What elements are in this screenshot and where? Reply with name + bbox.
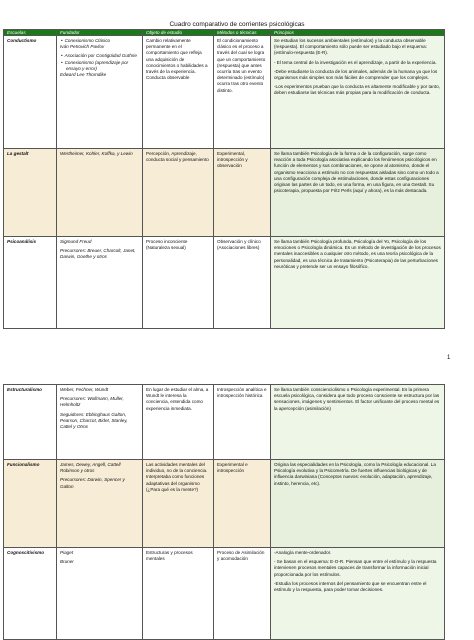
founders-cell [57, 149, 143, 237]
table-row [4, 460, 445, 548]
object-of-study: En lugar de estudiar el alma, a Wundt le interesa la conciencia, entendida como experiencia inmediata. [143, 385, 214, 460]
founder-entry: Seguidores: Ebbinghaus Galton, Pearson, Charcot, Bidet, Stanley, Cattel y Otros [60, 411, 128, 430]
page-number: 1 [447, 355, 451, 361]
principle-paragraph: -Los experimentos prueban que la conducta es altamente modificable y por tanto, deben estudiarse las técnicas más propias para la modificación de conducta. [274, 84, 440, 96]
founders-cell [57, 460, 143, 548]
methods-cell: Observación y clínico (Asociaciones libres) [214, 237, 271, 329]
table-row [4, 237, 445, 329]
object-of-study: Proceso inconciente (Naturaleza sexual) [143, 237, 214, 329]
principles-cell [271, 36, 445, 149]
column-header: Fundador [57, 30, 143, 36]
methods-cell: Experimental, introspección y observación [214, 149, 271, 237]
founder-entry: Precursores: Darwin, Spencer y Galton [60, 477, 125, 489]
founder-entry: • Conexionismo Clásico [66, 38, 139, 44]
founder-entry: James, Dewey, Angell, Cattell Robinson y otros [60, 462, 121, 474]
founders-cell [57, 385, 143, 460]
column-header: Principios [271, 30, 445, 36]
founder-entry: Iván Petrovich Pavlov [60, 44, 105, 50]
founder-entry: Piaget [60, 550, 74, 555]
comparison-table-page-2 [3, 384, 445, 640]
principle-paragraph: -Estudia los procesos internos del pensamiento que se encuentran entre el estímulo y la respuesta, para poder tomar decisiones. [274, 580, 427, 593]
object-of-study: Las actividades mentales del individuo, no de la conciencia. Interpretaba como funciones adaptativas del organismo (¿Para qué es la mente?) [143, 460, 214, 548]
table-row [4, 36, 445, 149]
principles-cell [271, 548, 445, 640]
object-of-study: Estructuras y procesos mentales [143, 548, 214, 640]
founder-entry: Edward Lee Thorndike [60, 72, 107, 78]
object-of-study: Cambio relativamente permanente en el comportamiento que refleja una adquisición de conocimientos o habilidades a través de la experiencia. Conducta observable [143, 36, 214, 149]
school-name: Psicoanálisis [4, 237, 57, 329]
principle-paragraph: Se estudian los sucesos ambientales (estímulos) y la conducta observable (respuesta). El comportamiento sólo puede ser estudiado bajo el esquema: (estímulo-respuesta (E-R). [274, 38, 427, 56]
principle-paragraph: -Debe estudiarse la conducta de los animales, además de la humana ya que los organismos más simples son más fáciles de comprender que los complejos. [274, 68, 438, 81]
founders-cell [57, 237, 143, 329]
principle-paragraph: Origina las especialidades en la Psicología, como la Psicología educacional. La Psicología evolutiva y la Psicometría. De fuertes influencias biológicas y de influencia darwiniana (Conceptos nuevos: evolución, adaptación, aprendizaje, instinto, herencia, etc). [274, 462, 436, 486]
principle-paragraph: Se llama también Psicología profunda, Psicología del Yo, Psicología de los emociones o Psicología dinámica. Es un método de investigación de los procesos mentales inaccesibles a cualquier otro método, es una teoría psicológica de la personalidad, es una técnica de tratamiento (Psicoterapia) de las perturbaciones neuróticas y pretende ser un ensayo filosófico. [274, 239, 441, 269]
principles-cell [271, 460, 445, 548]
document-title: Cuadro comparativo de corrientes psicológicas [169, 21, 305, 28]
founder-entry: Precursores: Breuer, Charcolt, Janet, Darwin, Goethe y otros [60, 248, 136, 260]
founder-entry: Precursores: Wollmann, Muller, Helmholtz [60, 396, 124, 408]
methods-cell: Introspección analítica e introspección histórica [214, 385, 271, 460]
founders-cell [57, 36, 143, 149]
founder-entry: Wertheimer, Kohler, Koffka, y Lewin [60, 151, 133, 156]
principle-paragraph: -Analogía mente-ordenador. [274, 550, 332, 555]
principle-paragraph: Se llama también conscienciolismo o Psicología experimental. Es la primera escuela psicológica, considera que todo proceso consciente se estructura por las sensaciones, imágenes y sentimientos. El factor unificante del proceso mental es la apercepción (asimilación) [274, 387, 440, 411]
methods-cell: El condicionamiento clásico es el proceso a través del cual se logra que un comportamiento (respuesta) que antes ocurría tras un evento determinado (estímulo) ocurra tras otro evento distinto. [214, 36, 271, 149]
object-of-study: Percepción, Aprendizaje, conducta social y pensamiento [143, 149, 214, 237]
principles-cell [271, 149, 445, 237]
comparison-table-page-1 [3, 29, 445, 329]
school-name: Conductismo [4, 36, 57, 149]
founder-entry: • Asociación por Contigüidad Guthrie [66, 53, 139, 59]
school-name: Cognoscitivismo [4, 548, 57, 640]
table-row [4, 385, 445, 460]
school-name: Funcionalismo [4, 460, 57, 548]
principle-paragraph: - Se basan en el esquema: E-O-R. Piensan que entre el estímulo y la respuesta intervienen procesos mentales capaces de transformar la información inicial proporcionada por los estímulos. [274, 559, 437, 577]
founder-entry: Weber, Fechner, Wundt [60, 387, 109, 392]
school-name: La gestalt [4, 149, 57, 237]
principles-cell [271, 385, 445, 460]
table-row [4, 548, 445, 640]
column-header: Métodos o técnicas [214, 30, 271, 36]
principles-cell [271, 237, 445, 329]
column-header: Escuelas [4, 30, 57, 36]
methods-cell: Experimental e introspección [214, 460, 271, 548]
founder-entry: • Conexionismo (aprendizaje por ensayo y error) [66, 60, 139, 72]
table-row [4, 149, 445, 237]
founders-cell [57, 548, 143, 640]
founder-entry: Sigmund Freud [60, 239, 92, 244]
methods-cell: Proceso de Asimilación y acomodación [214, 548, 271, 640]
column-header: Objeto de estudio [143, 30, 214, 36]
principle-paragraph: Se llama también Psicología de la forma o de la configuración, surge como reacción a toda Psicología asociativa explicando los fenómenos psicológicos en función de elementos y sus combinaciones, se opone al atomismo, donde el organismo reacciona a estímulo no con respuestas aisladas sino como un todo a una configuración compleja de estimulaciones, donde estas configuraciones originan las partes de un todo, en una forma, en una figura, en una Gestalt. Su psicoterapia, propuesta por Fritz Perls (aquí y ahora), es la más destacada. [274, 151, 439, 194]
founder-entry: Bruner [60, 559, 74, 565]
school-name: Estructuralismo [4, 385, 57, 460]
principle-paragraph: - El tema central de la investigación es el aprendizaje, a partir de la experiencia. [274, 59, 437, 65]
